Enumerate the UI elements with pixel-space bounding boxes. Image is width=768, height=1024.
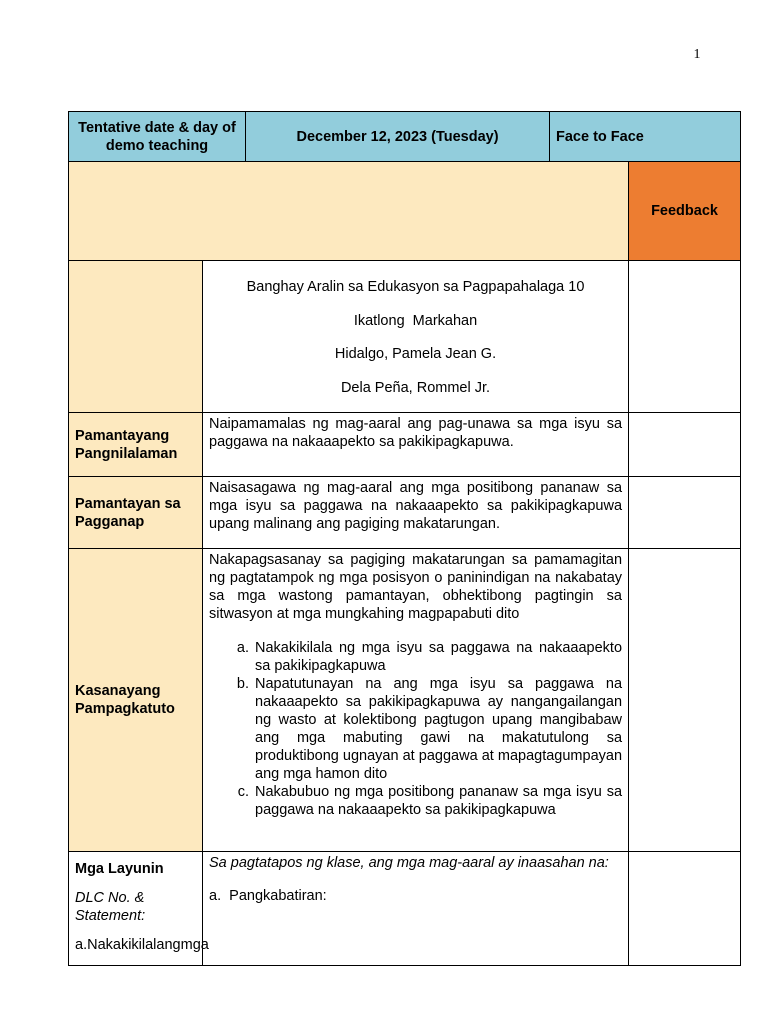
feedback-cell xyxy=(629,477,741,549)
objectives-cognitive: a. Pangkabatiran: xyxy=(209,888,327,904)
content-standard-label: Pamantayang Pangnilalaman xyxy=(69,413,203,477)
content-standard-row xyxy=(69,413,741,477)
competency-item-c: c. Nakabubuo ng mga positibong pananaw sa mga isyu sa paggawa na nakaaapekto sa pakikipagkapuwa xyxy=(253,783,622,819)
dlc-item-word: ng xyxy=(164,937,181,953)
competency-item-a: a. Nakakikilala ng mga isyu sa paggawa na nakaaapekto sa pakikipagkapuwa xyxy=(253,639,622,675)
dlc-item-a xyxy=(75,936,209,954)
objectives-label: Mga Layunin xyxy=(75,861,164,877)
dlc-label: DLC No. & Statement: xyxy=(75,890,146,924)
dlc-item-word: Nakakikilala xyxy=(87,937,165,953)
objectives-content xyxy=(203,852,629,966)
feedback-header-row xyxy=(69,162,741,261)
title-row xyxy=(69,261,741,413)
title-block xyxy=(203,261,629,413)
feedback-cell xyxy=(629,413,741,477)
performance-standard-row xyxy=(69,477,741,549)
author-1: Hidalgo, Pamela Jean G. xyxy=(334,346,497,362)
content-standard-text: Naipamamalas ng mag-aaral ang pag-unawa sa mga isyu sa paggawa na nakaaapekto sa pakikipagkapuwa. xyxy=(203,413,629,477)
competency-intro: Nakapagsasanay sa pagiging makatarungan sa pamamagitan ng pagtatampok ng mga posisyon o paninindigan na nakabatay sa mga wastong pamantayan, obhektibong pagtingin sa sitwasyon at mga mungkahing magpapabuti dito xyxy=(209,552,623,622)
feedback-cell xyxy=(629,549,741,852)
dlc-item-marker: a. xyxy=(75,937,88,953)
dlc-item-word: mga xyxy=(180,937,209,953)
header-row xyxy=(69,112,741,162)
demo-date-label: Tentative date & day of demo teaching xyxy=(69,112,246,162)
performance-standard-text: Naisasagawa ng mag-aaral ang mga positibong pananaw sa mga isyu sa paggawa na nakaaapekto sa pakikipagkapuwa upang malinang ang pagiging makatarungan. xyxy=(203,477,629,549)
author-2: Dela Peña, Rommel Jr. xyxy=(340,379,491,396)
competency-content xyxy=(203,549,629,852)
feedback-header: Feedback xyxy=(629,162,741,261)
title-row-blank-cell xyxy=(69,261,203,413)
competency-item-b: b. Napatutunayan na ang mga isyu sa paggawa na nakaaapekto sa pakikipagkapuwa ay nangangailangan ng wasto at kolektibong pagtugon upang mangibabaw ang mga mabuting gawi na makatutulong sa produktibong ugnayan at paggawa at mapagtagumpayan ang mga hamon dito xyxy=(253,675,622,783)
lesson-plan-table xyxy=(68,111,741,966)
page-number: 1 xyxy=(693,47,701,62)
feedback-cell xyxy=(629,852,741,966)
quarter: Ikatlong Markahan xyxy=(353,312,478,329)
performance-standard-label: Pamantayan sa Pagganap xyxy=(69,477,203,549)
objectives-row xyxy=(69,852,741,966)
competency-label: Kasanayang Pampagkatuto xyxy=(69,549,203,852)
objectives-label-cell xyxy=(69,852,209,966)
delivery-mode: Face to Face xyxy=(550,112,741,162)
blank-cream-cell xyxy=(69,162,629,261)
lesson-title: Banghay Aralin sa Edukasyon sa Pagpapahalaga 10 xyxy=(246,279,585,295)
demo-date-value: December 12, 2023 (Tuesday) xyxy=(246,112,550,162)
competency-list xyxy=(209,639,622,819)
objectives-intro: Sa pagtatapos ng klase, ang mga mag-aaral ay inaasahan na: xyxy=(209,855,609,871)
feedback-cell xyxy=(629,261,741,413)
competency-row xyxy=(69,549,741,852)
